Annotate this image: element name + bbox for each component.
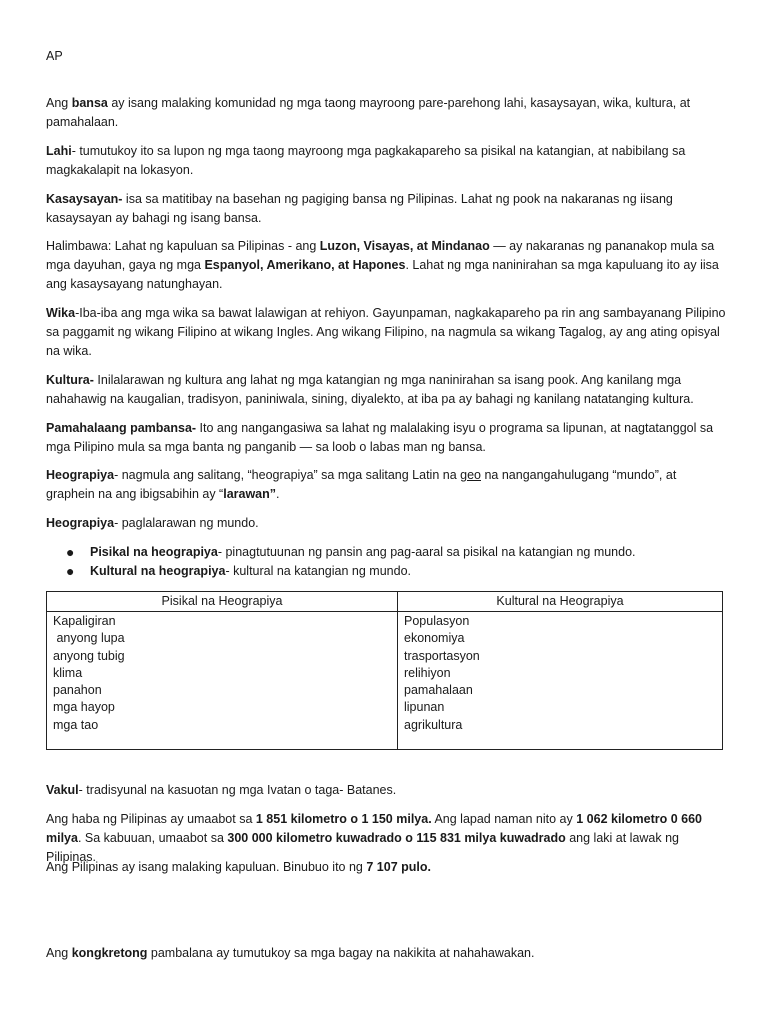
table-row bbox=[47, 612, 723, 750]
paragraph-vakul: Vakul- tradisyunal na kasuotan ng mga Ivatan o taga- Batanes. bbox=[46, 783, 397, 797]
document-header: AP bbox=[46, 49, 63, 63]
bullet-icon: ● bbox=[66, 544, 75, 560]
list-item: pamahalaan bbox=[404, 683, 473, 698]
list-item: mga hayop bbox=[53, 700, 115, 715]
list-item: trasportasyon bbox=[404, 648, 480, 663]
list-item: mga tao bbox=[53, 717, 99, 732]
paragraph-kongkreto: Ang kongkretong pambalana ay tumutukoy sa mga bagay na nakikita at nahahawakan. bbox=[46, 946, 535, 960]
list-item: lipunan bbox=[404, 700, 445, 715]
paragraph-lahi: Lahi- tumutukoy ito sa lupon ng mga taong mayroong mga pagkakapareho sa pisikal na katangian, at nabibilang sa magkakalapit na lokasyon. bbox=[46, 144, 686, 177]
list-item: agrikultura bbox=[404, 717, 463, 732]
bullet-icon: ● bbox=[66, 563, 75, 579]
paragraph-heograpiya-origin: Heograpiya- nagmula ang salitang, “heograpiya” sa mga salitang Latin na geo na nangangahulugang “mundo”, at graphein na ang ibigsabihin ay “larawan”. bbox=[46, 468, 677, 501]
heograpiya-table bbox=[46, 591, 723, 750]
list-item: anyong lupa bbox=[53, 631, 125, 646]
list-item: relihiyon bbox=[404, 665, 451, 680]
table-header-pisikal: Pisikal na Heograpiya bbox=[47, 592, 398, 612]
table-header-row bbox=[47, 592, 723, 612]
list-item: panahon bbox=[53, 683, 102, 698]
paragraph-halimbawa: Halimbawa: Lahat ng kapuluan sa Pilipinas - ang Luzon, Visayas, at Mindanao — ay nakaranas ng pananakop mula sa mga dayuhan, gaya ng mga Espanyol, Amerikano, at Hapones. Lahat ng mga naninirahan sa mga kapuluang ito ay iisa ang kasaysayang natunghayan. bbox=[46, 239, 719, 291]
list-item: ● Kultural na heograpiya- kultural na katangian ng mundo. bbox=[66, 563, 411, 579]
paragraph-kasaysayan: Kasaysayan- isa sa matitibay na basehan ng pagiging bansa ng Pilipinas. Lahat ng pook na nakaranas ng iisang kasaysayan ay bahagi ng isang bansa. bbox=[46, 192, 673, 225]
list-item: Populasyon bbox=[404, 614, 470, 628]
table-cell-pisikal bbox=[47, 612, 398, 750]
list-item: klima bbox=[53, 665, 83, 680]
list-item: ekonomiya bbox=[404, 631, 465, 646]
list-item: anyong tubig bbox=[53, 648, 125, 663]
paragraph-wika: Wika-Iba-iba ang mga wika sa bawat lalawigan at rehiyon. Gayunpaman, nagkakapareho pa rin ang sambayanang Pilipino sa paggamit ng wikang Filipino at wikang Ingles. Ang wikang Filipino, na nagmula sa wikang Tagalog, ay ang ating opisyal na wika. bbox=[46, 306, 726, 358]
bullet-list bbox=[46, 543, 726, 581]
paragraph-kapuluan: Ang Pilipinas ay isang malaking kapuluan. Binubuo ito ng 7 107 pulo. bbox=[46, 860, 431, 874]
table-cell-kultural bbox=[398, 612, 723, 750]
table-header-kultural: Kultural na Heograpiya bbox=[398, 592, 723, 612]
list-item: Kapaligiran bbox=[53, 614, 116, 628]
paragraph-pamahalaan: Pamahalaang pambansa- Ito ang nangangasiwa sa lahat ng malalaking isyu o programa sa lipunan, at nagtatanggol sa mga Pilipino mula sa mga banta ng panganib — sa loob o labas man ng bansa. bbox=[46, 421, 714, 454]
paragraph-heograpiya-definition: Heograpiya- paglalarawan ng mundo. bbox=[46, 516, 259, 530]
list-item: ● Pisikal na heograpiya- pinagtutuunan ng pansin ang pag-aaral sa pisikal na katangian ng mundo. bbox=[66, 544, 636, 560]
paragraph-haba: Ang haba ng Pilipinas ay umaabot sa 1 851 kilometro o 1 150 milya. Ang lapad naman nito ay 1 062 kilometro 0 660 milya. Sa kabuuan, umaabot sa 300 000 kilometro kuwadrado o 115 831 milya kuwadrado ang laki at lawak ng Pilipinas. bbox=[46, 812, 703, 864]
paragraph-kultura: Kultura- Inilalarawan ng kultura ang lahat ng mga katangian ng mga naninirahan sa isang pook. Ang kanilang mga nahahawig na kaugalian, tradisyon, paniniwala, sining, diyalekto, at iba pa ay bahagi ng kanilang natatanging kultura. bbox=[46, 373, 694, 406]
paragraph-bansa: Ang bansa ay isang malaking komunidad ng mga taong mayroong pare-parehong lahi, kasaysayan, wika, kultura, at pamahalaan. bbox=[46, 96, 691, 129]
